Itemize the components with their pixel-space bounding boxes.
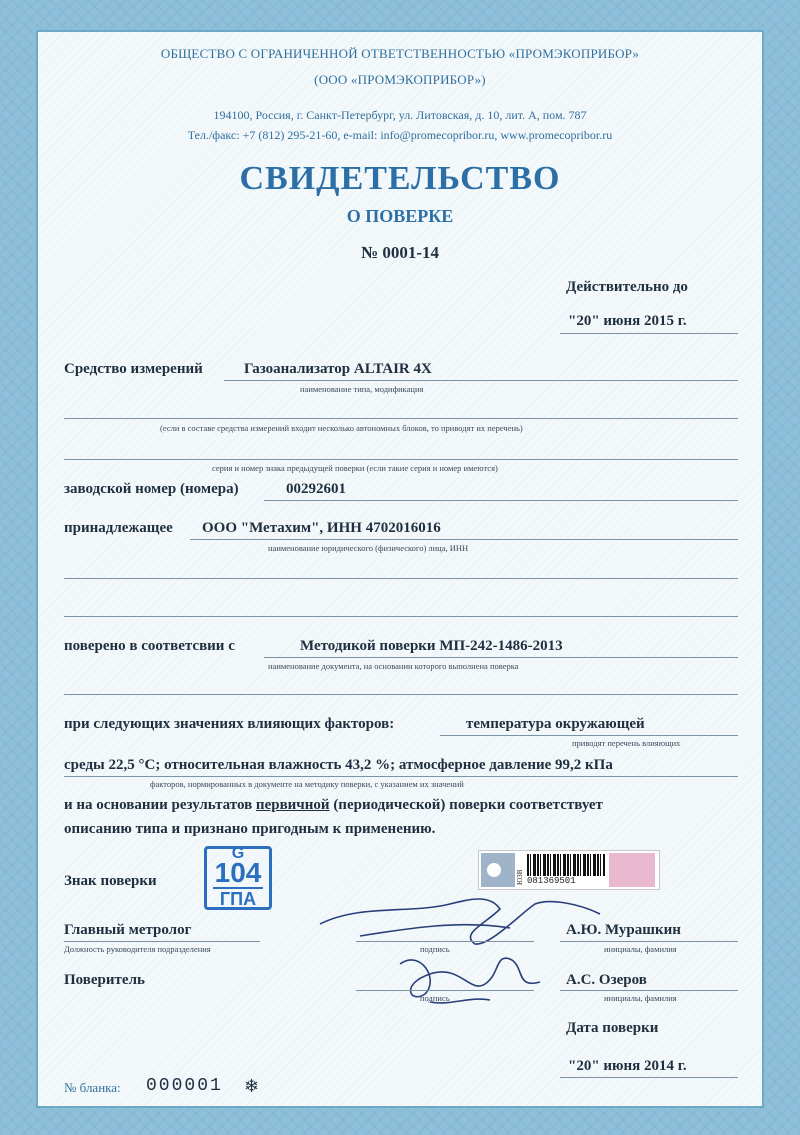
sticker-code: 081369501 [527,876,576,886]
series-underline [64,459,738,460]
method-label: поверено в соответсвии с [64,638,235,654]
instrument-underline [224,380,738,381]
org-contacts: Тел./факс: +7 (812) 295-21-60, e-mail: info@promecopribor.ru, www.promecopribor.ru [187,128,613,142]
factors-value-1: температура окружающей [466,716,645,732]
method-extra-line [64,694,738,695]
sticker-vertical-text: ЮЗВ [516,869,524,885]
verification-date-underline [560,1077,738,1078]
factors-value-2: среды 22,5 °С; относительная влажность 43,2 %; атмосферное давление 99,2 кПа [64,757,613,773]
owner-label: принадлежащее [64,520,173,536]
chief-name-hint: инициалы, фамилия [604,944,677,954]
stamp-top: G [231,845,245,862]
org-short-name: (ООО «ПРОМЭКОПРИБОР») [314,72,486,87]
signatures-graphic [300,884,620,1014]
serial-value: 00292601 [286,481,346,497]
factors-hint-1: приводят перечень влияющих [572,738,681,748]
verifier-name: А.С. Озеров [566,972,647,988]
serial-underline [264,500,738,501]
signature-chief [320,899,600,944]
verifier-label: Поверитель [64,972,145,988]
valid-until-date: "20" июня 2015 г. [568,313,687,329]
owner-underline [190,539,738,540]
conclusion-line-2: описанию типа и признано пригодным к применению. [64,821,436,837]
factors-underline-2 [64,776,738,777]
verifier-name-hint: инициалы, фамилия [604,993,677,1003]
snowflake-icon: ❄ [244,1076,260,1096]
conclusion-line-1 [64,797,603,814]
chief-name: А.Ю. Мурашкин [566,922,681,938]
chief-name-underline [560,941,738,942]
instrument-hint: наименование типа, модификация [300,384,424,394]
barcode-icon [527,854,605,876]
chief-sign-underline [356,941,534,942]
method-hint: наименование документа, на основании которого выполнена поверка [268,661,519,671]
method-underline [264,657,738,658]
factors-hint-2: факторов, нормированных в документе на методику поверки, с указанием их значений [150,779,464,789]
verification-stamp [204,846,272,910]
verifier-sign-hint: подпись [420,993,450,1003]
blocks-underline [64,418,738,419]
chief-hint: Должность руководителя подразделения [64,944,211,954]
mark-label: Знак поверки [64,873,157,889]
series-hint: серия и номер знака предыдущей поверки (если такие серия и номер имеются) [212,463,498,473]
blank-number-value: 000001 [146,1076,223,1096]
certificate-title: СВИДЕТЕЛЬСТВО [239,160,561,197]
owner-hint: наименование юридического (физического) лица, ИНН [268,543,469,553]
method-value: Методикой поверки МП-242-1486-2013 [300,638,563,654]
conclusion-pre: и на основании результатов [64,797,256,813]
instrument-label: Средство измерений [64,361,203,377]
conclusion-primary: первичной [255,797,330,813]
valid-until-underline [560,333,738,334]
org-full-name: ОБЩЕСТВО С ОГРАНИЧЕННОЙ ОТВЕТСТВЕННОСТЬЮ «ПРОМЭКОПРИБОР» [160,46,640,61]
certificate-number: № 0001-14 [361,243,439,262]
verifier-sign-underline [356,990,534,991]
chief-underline [64,941,260,942]
verification-date: "20" июня 2014 г. [568,1058,687,1074]
stamp-bottom: ГПА [213,887,263,909]
sticker-hologram [609,853,655,887]
conclusion-post: (периодической) поверки соответствует [329,797,603,813]
verifier-name-underline [560,990,738,991]
owner-value: ООО "Метахим", ИНН 4702016016 [202,520,441,536]
valid-until-label: Действительно до [566,279,688,295]
chief-sign-hint: подпись [420,944,450,954]
factors-label: при следующих значениях влияющих факторов: [64,716,395,732]
owner-extra-line-2 [64,616,738,617]
blank-number-label: № бланка: [64,1080,121,1095]
owner-extra-line-1 [64,578,738,579]
serial-label: заводской номер (номера) [64,481,239,497]
factors-underline-1 [440,735,738,736]
org-address: 194100, Россия, г. Санкт-Петербург, ул. Литовская, д. 10, лит. А, пом. 787 [213,108,587,122]
stamp-number: 104 [214,857,262,888]
sticker-logo-icon [481,853,515,887]
chief-label: Главный метролог [64,922,192,938]
instrument-value: Газоанализатор ALTAIR 4X [244,361,432,377]
certificate-subtitle: О ПОВЕРКЕ [346,206,454,226]
verification-date-label: Дата поверки [566,1020,659,1036]
blocks-hint: (если в составе средства измерений входит несколько автономных блоков, то приводят их перечень) [160,423,523,433]
